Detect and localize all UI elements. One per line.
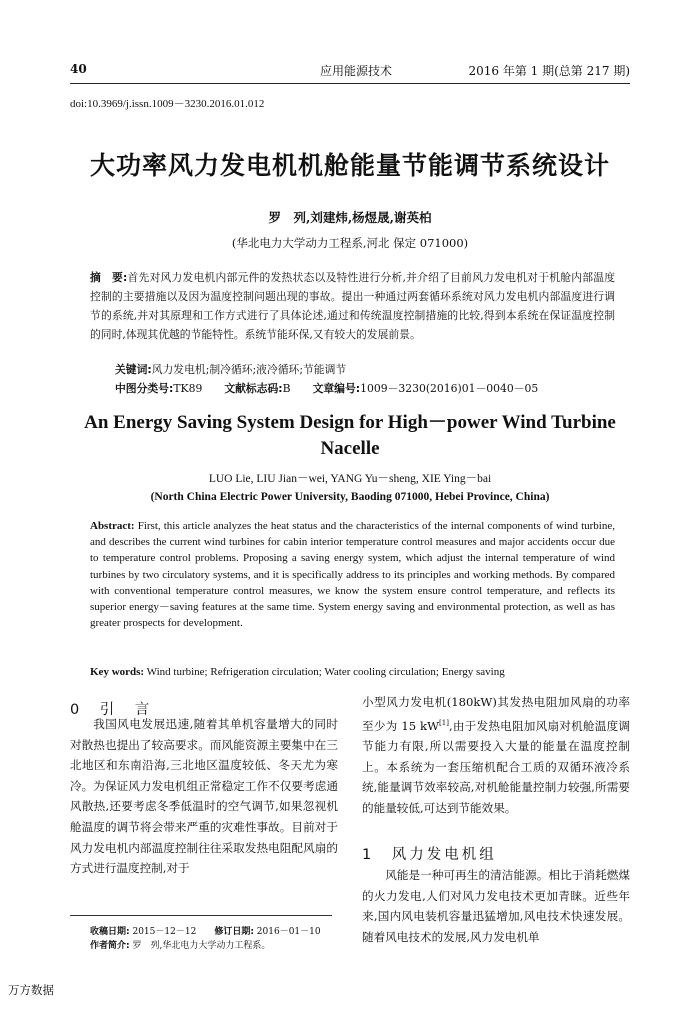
footnote-rule — [70, 915, 332, 916]
abstract-label-cn: 摘 要: — [90, 271, 128, 284]
article-no-value: 1009－3230(2016)01－0040－05 — [360, 382, 539, 395]
section1-paragraph: 风能是一种可再生的清洁能源。相比于消耗燃煤的火力发电,人们对风力发电技术更加青睐。近些年来,国内风电装机容量迅猛增加,风电技术快速发展。随着风电技术的发展,风力发电机单 — [362, 868, 630, 944]
journal-name: 应用能源技术 — [320, 64, 393, 78]
continued-text-a: 小型风力发电机(180kW)其发热电阻加风扇的功率至少为 15 kW — [362, 695, 630, 733]
continued-paragraph — [362, 692, 630, 818]
right-column — [362, 692, 630, 818]
page-header — [70, 62, 630, 84]
footnote-author — [90, 939, 335, 953]
header-rule — [70, 83, 630, 84]
revised-label: 修订日期: — [214, 927, 254, 937]
left-column — [70, 714, 338, 879]
received-date: 2015－12－12 — [132, 927, 197, 937]
author-bio-label: 作者简介: — [90, 941, 130, 951]
abstract-text-cn: 首先对风力发电机内部元件的发热状态以及特性进行分析,并介绍了目前风力发电机对于机舱内部温度控制的主要措施以及因为温度控制问题出现的事故。提出一种通过两套循环系统对风力发电机内部温度进行调节的系统,并对其原理和工作方式进行了具体论述,通过和传统温度控制措施的比较,得到本系统在保证温度控制的同时,体现其优越的节能特性。系统节能环保,又有较大的发展前景。 — [90, 271, 615, 341]
author-bio: 罗 列,华北电力大学动力工程系。 — [132, 941, 271, 951]
section-heading-intro: 0 引 言 — [70, 702, 153, 718]
footnote-dates — [90, 925, 335, 939]
issue-info: 2016 年第 1 期(总第 217 期) — [468, 64, 630, 78]
title-chinese: 大功率风力发电机机舱能量节能调节系统设计 — [89, 151, 610, 180]
classification-line — [115, 381, 635, 396]
citation-ref: [1] — [439, 718, 449, 727]
doi: doi:10.3969/j.issn.1009－3230.2016.01.012 — [70, 98, 265, 110]
keywords-text-cn: 风力发电机;制冷循环;液冷循环;节能调节 — [151, 363, 347, 376]
keywords-chinese — [115, 362, 615, 377]
intro-paragraph: 我国风电发展迅速,随着其单机容量增大的同时对散热也提出了较高要求。而风能资源主要集中在三北地区和东南沿海,三北地区温度较低、冬天尤为寒冷。为保证风力发电机组正常稳定工作不仅要考虑通风散热,还要考虑冬季低温时的空气调节,如果忽视机舱温度的调节将会带来严重的灾难性事故。目前对于风力发电机内部温度控制往往采取发热电阻配风扇的方式进行温度控制,对于 — [70, 717, 338, 876]
abstract-chinese — [90, 268, 615, 344]
affiliation-chinese: (华北电力大学动力工程系,河北 保定 071000) — [231, 236, 469, 250]
abstract-english — [90, 518, 615, 631]
watermark-footer: 万方数据 — [8, 983, 54, 997]
keywords-label-cn: 关键词: — [115, 363, 152, 376]
abstract-label-en: Abstract: — [90, 520, 135, 532]
authors-chinese: 罗 列,刘建炜,杨煜晟,谢英柏 — [268, 210, 432, 225]
revised-date: 2016－01－10 — [256, 927, 321, 937]
page-number: 40 — [70, 62, 87, 76]
keywords-label-en: Key words: — [90, 666, 145, 678]
article-no-label: 文章编号: — [312, 382, 361, 395]
section-heading-wind-turbine: 1 风力发电机组 — [362, 847, 497, 863]
clc-value: TK89 — [173, 382, 203, 395]
authors-english: LUO Lie, LIU Jian－wei, YANG Yu－sheng, XIE Ying－bai — [208, 473, 492, 485]
section1-body — [362, 865, 630, 947]
received-label: 收稿日期: — [90, 927, 130, 937]
footnote — [90, 925, 335, 953]
abstract-text-en: First, this article analyzes the heat status and the characteristics of the internal components of wind turbine, and describes the current wind turbines for cabin interior temperature control measures and major accidents occur due to temperature control problems. Proposing a saving energy system, which adjust the internal temperature of wind turbines by two circulatory systems, and it is specifically address to its principles and working methods. By compared with conventional temperature control measures, we know the system ensure control temperature, and reflects its superior energy－saving features at the same time. System energy saving and environmental protection, as well as has greater prospects for development. — [90, 520, 615, 630]
title-english: An Energy Saving System Design for High－power Wind Turbine Nacelle — [84, 412, 616, 459]
continued-text-b: ,由于发热电阻加风扇对机舱温度调节能力有限,所以需要投入大量的能量在温度控制上。本系统为一套压缩机配合工质的双循环液冷系统,能量调节效率较高,对机舱能量控制力较强,所需要的能量较低,可达到节能效果。 — [362, 718, 630, 815]
doc-code-value: B — [282, 382, 291, 395]
clc-label: 中图分类号: — [115, 382, 174, 395]
keywords-english — [90, 666, 630, 678]
affiliation-english: (North China Electric Power University, Baoding 071000, Hebei Province, China) — [150, 491, 550, 503]
keywords-text-en: Wind turbine; Refrigeration circulation; Water cooling circulation; Energy saving — [146, 666, 505, 678]
doc-code-label: 文献标志码: — [224, 382, 283, 395]
